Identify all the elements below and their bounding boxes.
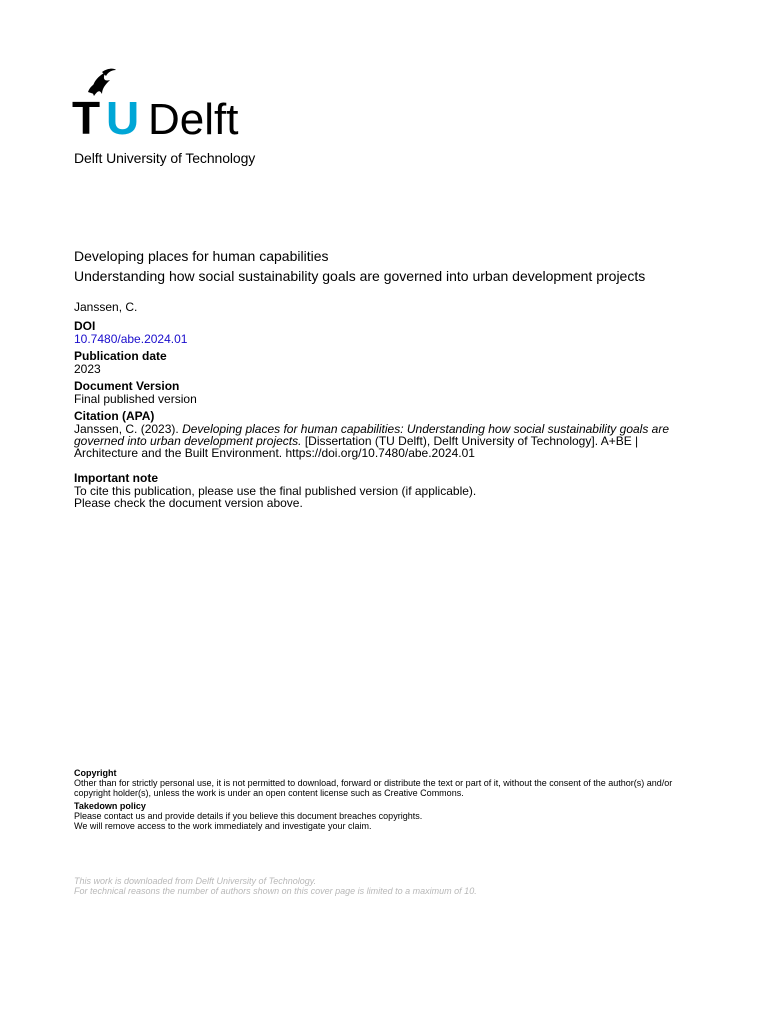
takedown-label: Takedown policy <box>74 801 146 811</box>
footer-line-2: For technical reasons the number of authors shown on this cover page is limited to a maximum of 10. <box>74 886 477 896</box>
document-version-label: Document Version <box>74 379 180 393</box>
author: Janssen, C. <box>74 300 138 314</box>
important-note-line-2: Please check the document version above. <box>74 496 303 510</box>
footer-line-1: This work is downloaded from Delft University of Technology. <box>74 876 317 886</box>
citation-text <box>74 423 694 459</box>
doi-value <box>74 333 694 345</box>
publication-date-value: 2023 <box>74 362 101 376</box>
important-note-label: Important note <box>74 471 158 485</box>
important-note-line-1: To cite this publication, please use the final published version (if applicable). <box>74 484 477 498</box>
citation-prefix: Janssen, C. (2023). <box>74 422 183 436</box>
copyright-text: Other than for strictly personal use, it is not permitted to download, forward or distribute the text or part of it, without the consent of the author(s) and/or copyright holder(s), unless the work is under an open content license such as Creative Commons. <box>74 778 673 798</box>
document-version-value: Final published version <box>74 392 197 406</box>
logo-u: U <box>106 92 140 138</box>
citation-suffix: [Dissertation (TU Delft), Delft University of Technology]. A+BE | Architecture and the Built Environment. https://doi.org/10.7480/abe.2024.01 <box>74 434 639 460</box>
takedown-line-2: We will remove access to the work immediately and investigate your claim. <box>74 821 372 831</box>
doi-label: DOI <box>74 319 96 333</box>
citation-label: Citation (APA) <box>74 409 155 423</box>
doi-link[interactable]: 10.7480/abe.2024.01 <box>74 332 188 346</box>
institution-name: Delft University of Technology <box>74 150 256 166</box>
copyright-label: Copyright <box>74 768 117 778</box>
logo-t: T <box>72 92 101 138</box>
takedown-line-1: Please contact us and provide details if you believe this document breaches copyrights. <box>74 811 423 821</box>
publication-date-label: Publication date <box>74 349 167 363</box>
document-title: Developing places for human capabilities <box>74 248 329 264</box>
logo-wordmark: Delft <box>148 95 239 138</box>
metadata-section <box>74 301 694 509</box>
document-subtitle: Understanding how social sustainability goals are governed into urban development projects <box>74 268 646 284</box>
legal-section <box>74 768 694 831</box>
tu-delft-logo <box>72 66 262 138</box>
citation-title: Developing places for human capabilities: Understanding how social sustainability goals are governed into urban development projects. <box>74 422 670 448</box>
download-footer <box>74 876 694 896</box>
